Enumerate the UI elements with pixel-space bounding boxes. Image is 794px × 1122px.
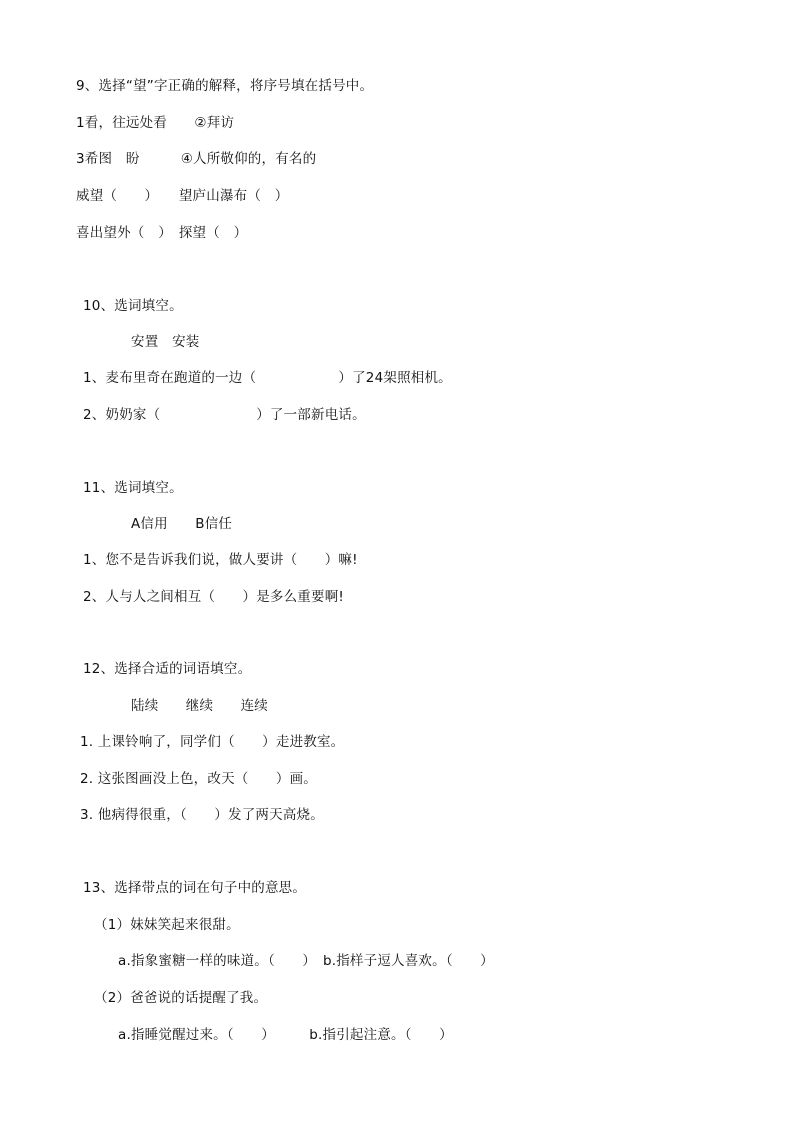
q11-title: 11、选词填空。 (83, 480, 183, 496)
q13-part1: （1）妹妹笑起来很甜。 (94, 917, 240, 933)
q9-title: 9、选择“望”字正确的解释，将序号填在括号中。 (76, 78, 374, 94)
q12-sentence2: 2. 这张图画没上色，改天（ ）画。 (80, 771, 317, 787)
q9-options-line1: 1看，往远处看 ②拜访 (76, 115, 235, 131)
q9-items-line2: 喜出望外（ ） 探望（ ） (76, 225, 248, 241)
q11-choices: A信用 B信任 (131, 516, 233, 532)
q13-title: 13、选择带点的词在句子中的意思。 (83, 880, 307, 896)
q9-items-line1: 威望（ ） 望庐山瀑布（ ） (76, 188, 289, 204)
q12-title: 12、选择合适的词语填空。 (83, 661, 252, 677)
q13-part1-options: a.指象蜜糖一样的味道。（ ） b.指样子逗人喜欢。（ ） (118, 953, 494, 969)
q10-title: 10、选词填空。 (83, 298, 183, 314)
q13-part2-options: a.指睡觉醒过来。（ ） b.指引起注意。（ ） (118, 1027, 453, 1043)
q12-choices: 陆续 继续 连续 (131, 698, 268, 714)
q10-choices: 安置 安装 (131, 334, 200, 350)
q12-sentence3: 3. 他病得很重，（ ）发了两天高烧。 (80, 807, 324, 823)
q11-sentence2: 2、人与人之间相互（ ）是多么重要啊! (83, 589, 345, 605)
q11-sentence1: 1、您不是告诉我们说，做人要讲（ ）嘛! (83, 552, 358, 568)
q10-sentence2: 2、奶奶家（ ）了一部新电话。 (83, 407, 366, 423)
q12-sentence1: 1. 上课铃响了，同学们（ ）走进教室。 (80, 734, 345, 750)
q9-options-line2: 3希图 盼 ④人所敬仰的，有名的 (76, 151, 317, 167)
q13-part2: （2）爸爸说的话提醒了我。 (94, 990, 268, 1006)
q10-sentence1: 1、麦布里奇在跑道的一边（ ）了24架照相机。 (83, 370, 452, 386)
